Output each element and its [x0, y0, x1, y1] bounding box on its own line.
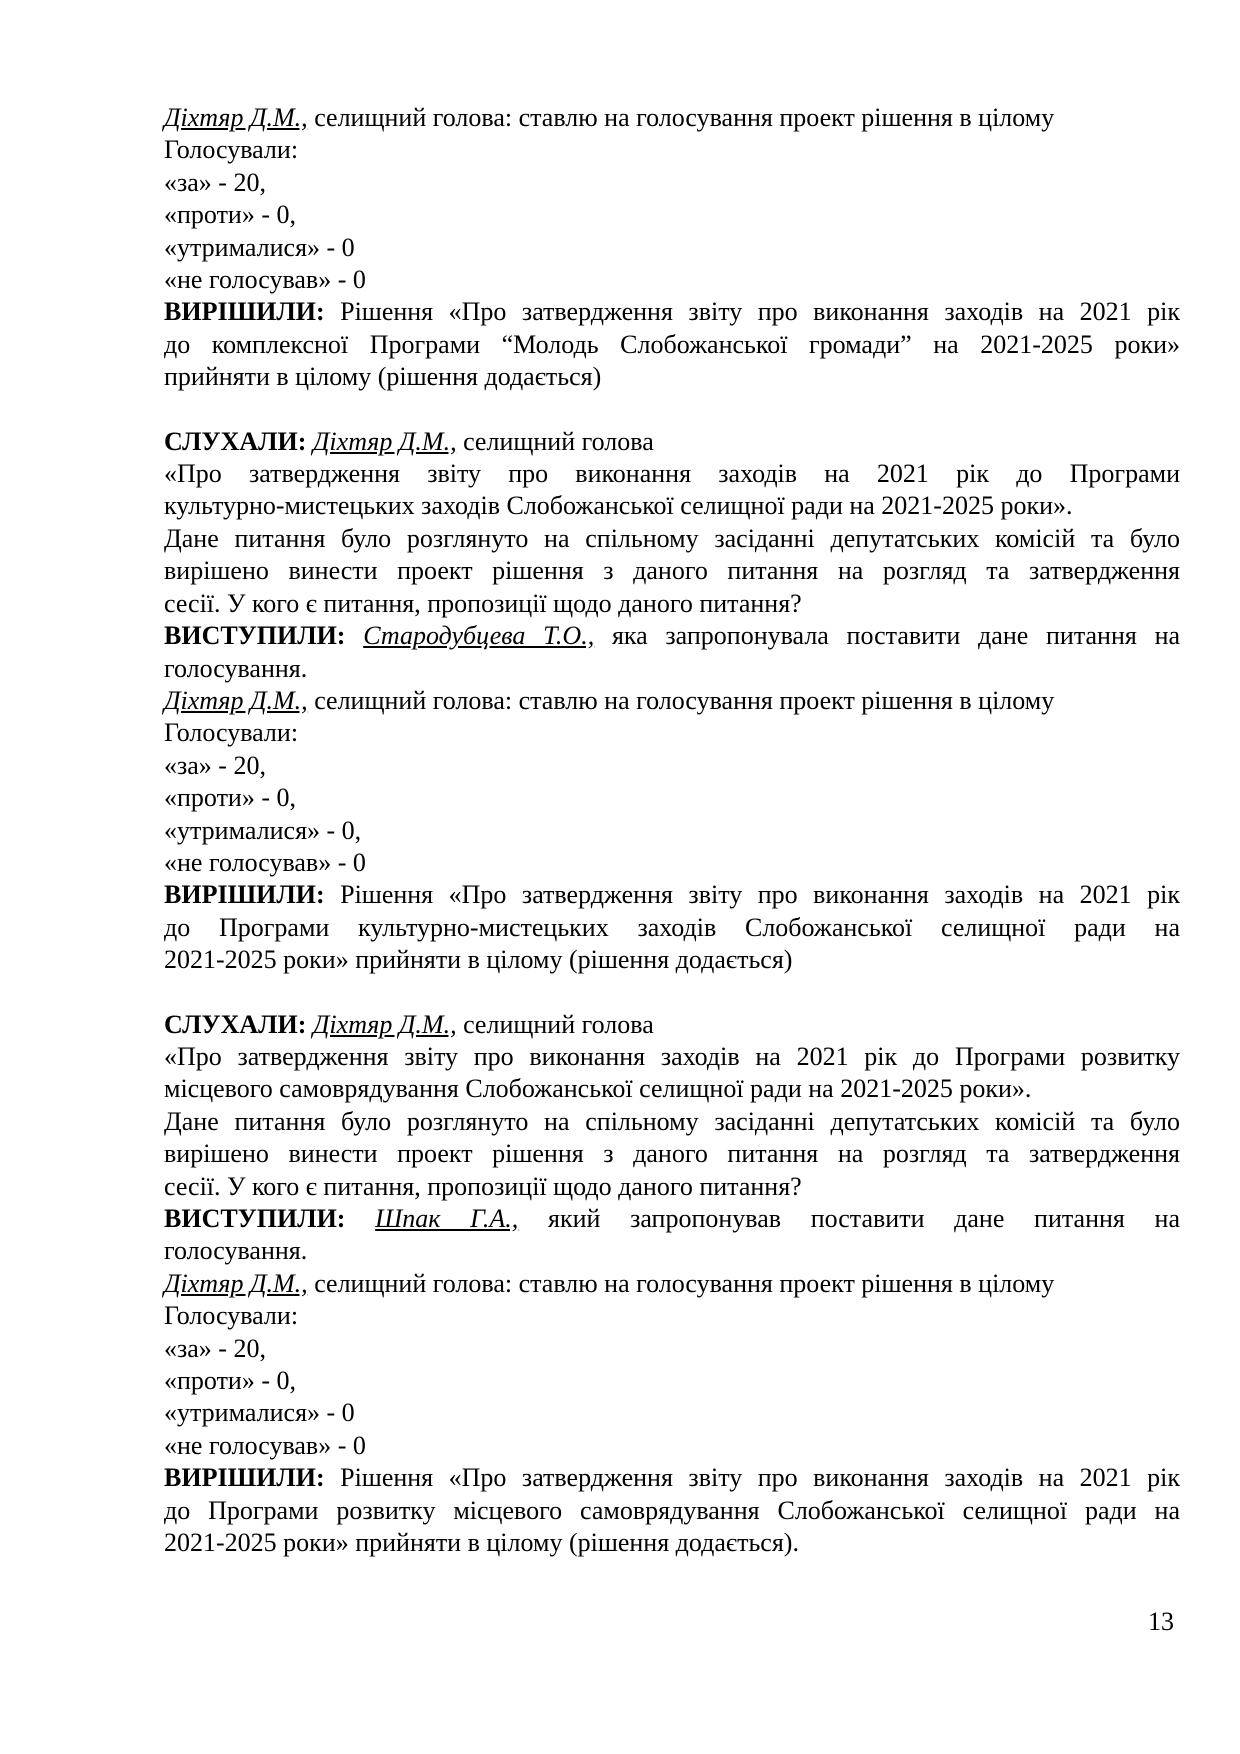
decision-line: ВИРІШИЛИ: Рішення «Про затвердження звіту про виконання заходів на 2021 рік — [164, 880, 1180, 910]
decision-line: до Програми розвитку місцевого самоврядування Слобожанської селищної ради на — [164, 1495, 1180, 1525]
votes-title: Голосували: — [164, 135, 299, 165]
speaker-name: Діхтяр Д.М., — [164, 1268, 308, 1298]
speaker-role: селищний голова — [456, 1009, 654, 1039]
chair-statement — [164, 1268, 1180, 1300]
topic-line: «Про затвердження звіту про виконання заходів на 2021 рік до Програми розвитку — [164, 1041, 1180, 1071]
document-page — [164, 102, 1180, 1559]
vote-against: «проти» - 0, — [164, 200, 297, 230]
decision-line: прийняти в цілому (рішення додається) — [164, 362, 602, 392]
vote-not-voted: «не голосував» - 0 — [164, 265, 366, 295]
discussion-line: сесії. У кого є питання, пропозиції щодо даного питання? — [164, 588, 802, 618]
decision-line: ВИРІШИЛИ: Рішення «Про затвердження звіту про виконання заходів на 2021 рік — [164, 1463, 1180, 1493]
decision-line: ВИРІШИЛИ: Рішення «Про затвердження звіту про виконання заходів на 2021 рік — [164, 297, 1180, 327]
spoke-line: голосування. — [164, 653, 308, 683]
decision-line: до комплексної Програми “Молодь Слобожанської громади” на 2021-2025 роки» — [164, 329, 1180, 359]
discussion-line: вирішено винести проект рішення з даного питання на розгляд та затвердження — [164, 556, 1180, 586]
discussion-line: Дане питання було розглянуто на спільному засіданні депутатських комісій та було — [164, 523, 1180, 553]
vote-for: «за» - 20, — [164, 750, 266, 780]
spacer — [164, 977, 1180, 1009]
heard-label: СЛУХАЛИ: — [164, 426, 307, 456]
topic-line: «Про затвердження звіту про виконання заходів на 2021 рік до Програми — [164, 459, 1180, 489]
statement-text: селищний голова: ставлю на голосування проект рішення в цілому — [307, 1268, 1055, 1298]
spoke-label: ВИСТУПИЛИ: — [164, 621, 346, 651]
discussion-line: сесії. У кого є питання, пропозиції щодо даного питання? — [164, 1171, 802, 1201]
vote-not-voted: «не голосував» - 0 — [164, 1430, 366, 1460]
votes-title: Голосували: — [164, 1301, 299, 1331]
decision-label: ВИРІШИЛИ: — [164, 1463, 325, 1493]
discussion-line: вирішено винести проект рішення з даного питання на розгляд та затвердження — [164, 1139, 1180, 1169]
vote-for: «за» - 20, — [164, 1333, 266, 1363]
votes-title: Голосували: — [164, 718, 299, 748]
decision-line: до Програми культурно-мистецьких заходів Слобожанської селищної ради на — [164, 912, 1180, 942]
speaker-name: Діхтяр Д.М., — [312, 426, 457, 456]
heard-label: СЛУХАЛИ: — [164, 1009, 307, 1039]
speaker-name: Діхтяр Д.М., — [164, 103, 308, 132]
heard-line — [164, 1009, 1180, 1041]
topic-line: місцевого самоврядування Слобожанської селищної ради на 2021-2025 роки». — [164, 1074, 1032, 1104]
decision-label: ВИРІШИЛИ: — [164, 880, 325, 910]
heard-line — [164, 426, 1180, 458]
vote-abstained: «утрималися» - 0, — [164, 815, 362, 845]
decision-line: 2021-2025 роки» прийняти в цілому (рішення додається). — [164, 1528, 799, 1558]
spoke-line: ВИСТУПИЛИ: Шпак Г.А., який запропонував поставити дане питання на — [164, 1204, 1180, 1233]
spoke-line: голосування. — [164, 1236, 308, 1266]
vote-abstained: «утрималися» - 0 — [164, 1398, 355, 1428]
chair-statement — [164, 102, 1180, 134]
chair-statement — [164, 685, 1180, 717]
speaker-name: Стародубцева Т.О., — [363, 621, 595, 651]
vote-against: «проти» - 0, — [164, 783, 297, 813]
vote-abstained: «утрималися» - 0 — [164, 232, 355, 262]
spoke-line: ВИСТУПИЛИ: Стародубцева Т.О., яка запропонувала поставити дане питання на — [164, 621, 1181, 651]
speaker-name: Діхтяр Д.М., — [164, 685, 308, 715]
decision-line: 2021-2025 роки» прийняти в цілому (рішення додається) — [164, 945, 793, 975]
spacer — [164, 394, 1180, 426]
speaker-name: Шпак Г.А., — [375, 1204, 519, 1233]
topic-line: культурно-мистецьких заходів Слобожанської селищної ради на 2021-2025 роки». — [164, 491, 1073, 521]
spoke-label: ВИСТУПИЛИ: — [164, 1204, 346, 1233]
discussion-line: Дане питання було розглянуто на спільному засіданні депутатських комісій та було — [164, 1106, 1180, 1136]
statement-text: селищний голова: ставлю на голосування проект рішення в цілому — [307, 685, 1055, 715]
vote-for: «за» - 20, — [164, 167, 266, 197]
speaker-name: Діхтяр Д.М., — [312, 1009, 457, 1039]
vote-against: «проти» - 0, — [164, 1366, 297, 1396]
vote-not-voted: «не голосував» - 0 — [164, 847, 366, 877]
speaker-role: селищний голова — [456, 426, 654, 456]
page-number: 13 — [1148, 1607, 1174, 1636]
statement-text: селищний голова: ставлю на голосування проект рішення в цілому — [307, 103, 1055, 132]
decision-label: ВИРІШИЛИ: — [164, 297, 325, 327]
